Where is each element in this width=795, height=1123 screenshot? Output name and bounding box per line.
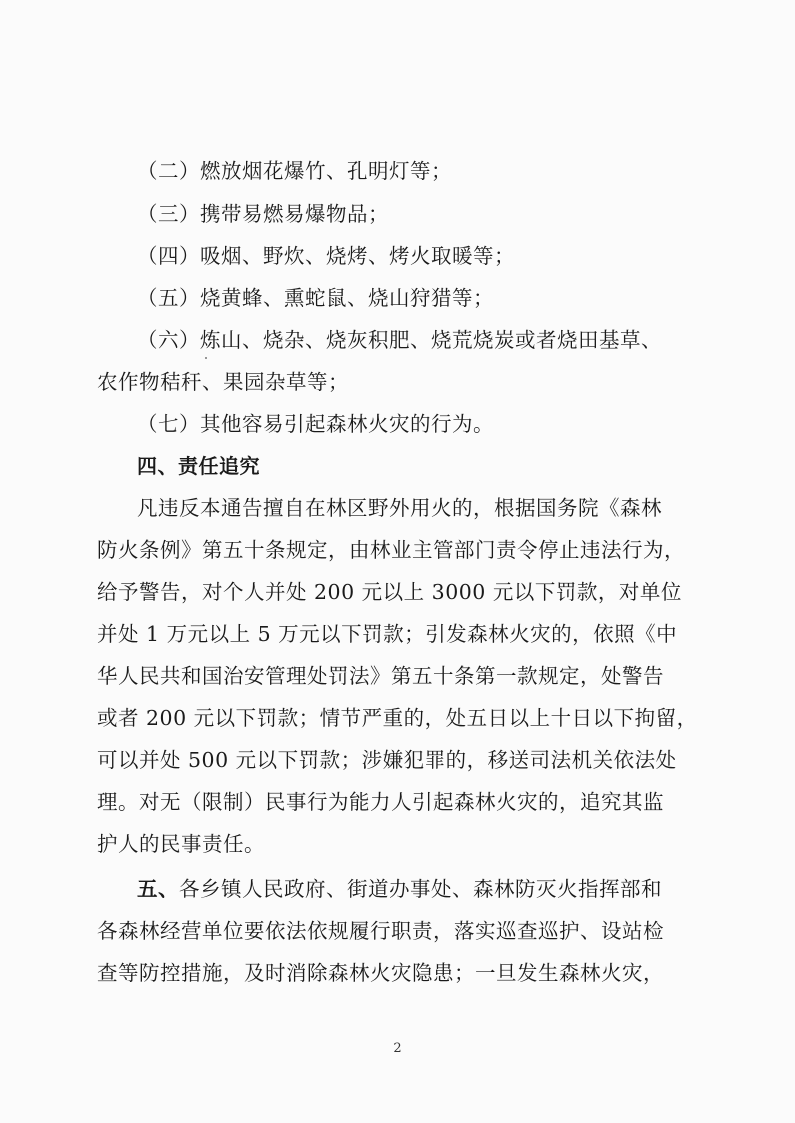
section-heading: 四、责任追究	[137, 454, 260, 478]
paragraph-line	[137, 876, 667, 902]
paragraph-line: 各森林经营单位要依法依规履行职责，落实巡查巡护、设站检	[97, 919, 664, 943]
paragraph-line: 防火条例》第五十条规定，由林业主管部门责令停止违法行为，	[97, 538, 685, 562]
scan-speck	[205, 357, 207, 359]
paragraph-line: 查等防控措施，及时消除森林火灾隐患；一旦发生森林火灾，	[97, 961, 664, 985]
paragraph-line: 或者 200 元以下罚款；情节严重的，处五日以上十日以下拘留，	[97, 706, 698, 730]
page-number: 2	[393, 1041, 402, 1056]
paragraph-line: 给予警告，对个人并处 200 元以上 3000 元以下罚款，对单位	[97, 580, 682, 604]
list-item: （四）吸烟、野炊、烧烤、烤火取暖等；	[137, 244, 515, 268]
paragraph-line: 凡违反本通告擅自在林区野外用火的，根据国务院《森林	[137, 496, 662, 520]
list-item-continuation: 农作物秸秆、果园杂草等；	[97, 370, 349, 394]
list-item: （五）烧黄蜂、熏蛇鼠、烧山狩猎等；	[137, 286, 494, 310]
paragraph-line: 护人的民事责任。	[97, 832, 265, 856]
paragraph-line: 并处 1 万元以上 5 万元以下罚款；引发森林火灾的，依照《中	[97, 622, 678, 646]
list-item: （七）其他容易引起森林火灾的行为。	[137, 412, 494, 436]
paragraph-line: 理。对无（限制）民事行为能力人引起森林火灾的，追究其监	[97, 790, 664, 814]
list-item: （三）携带易燃易爆物品；	[137, 202, 389, 226]
section-lead: 五、	[137, 877, 179, 901]
list-item: （六）炼山、烧杂、烧灰积肥、烧荒烧炭或者烧田基草、	[137, 328, 662, 352]
paragraph-line: 可以并处 500 元以下罚款；涉嫌犯罪的，移送司法机关依法处	[97, 748, 677, 772]
paragraph-text: 各乡镇人民政府、街道办事处、森林防灭火指挥部和	[179, 877, 662, 901]
paragraph-line: 华人民共和国治安管理处罚法》第五十条第一款规定，处警告	[97, 664, 664, 688]
list-item: （二）燃放烟花爆竹、孔明灯等；	[137, 159, 452, 183]
